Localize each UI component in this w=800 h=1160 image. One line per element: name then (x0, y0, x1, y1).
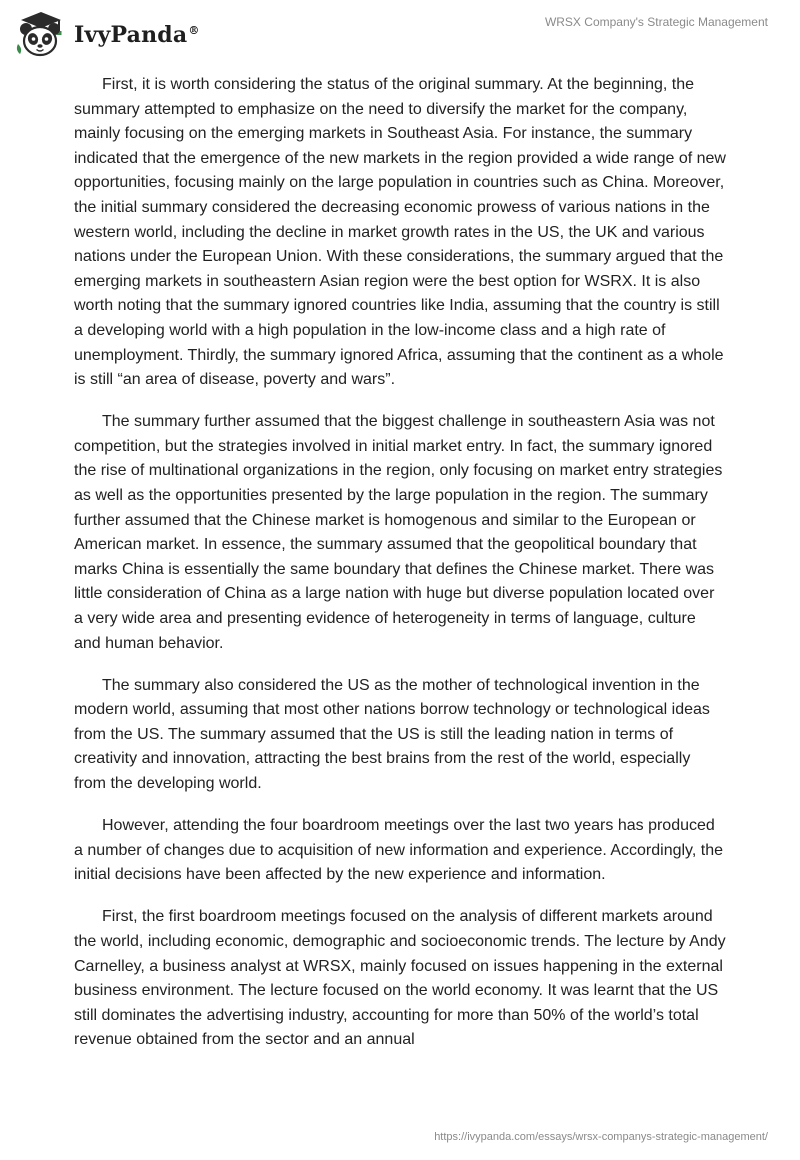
registered-mark: ® (188, 24, 200, 37)
paragraph-5: First, the first boardroom meetings focused on the analysis of different markets around the world, including economic, demographic and socioeconomic trends. The lecture by Andy Carnelley, a business analyst at WRSX, mainly focused on issues happening in the external business environment. The lecture focused on the world economy. It was learnt that the US still dominates the advertising industry, accounting for more than 50% of the world’s total revenue obtained from the sector and an annual (74, 908, 726, 1049)
document-title: WRSX Company's Strategic Management (544, 15, 768, 29)
paragraph-1: First, it is worth considering the status of the original summary. At the beginning, the summary attempted to emphasize on the need to diversify the market for the company, mainly focusing on the emerging markets in Southeast Asia. For instance, the summary indicated that the emergence of the new markets in the region provided a wide range of new opportunities, focusing mainly on the large population in countries such as China. Moreover, the initial summary considered the decreasing economic prowess of various nations in the western world, including the decline in market growth rates in the US, the UK and various nations under the European Union. With these considerations, the summary argued that the emerging markets in southeastern Asian region were the best option for WSRX. It is also worth noting that the summary ignored countries like India, assuming that the country is still a developing world with a high population in the low-income class and a high rate of unemployment. Thirdly, the summary ignored Africa, assuming that the continent as a whole is still “an area of disease, poverty and wars”. (74, 76, 726, 389)
paragraph-3: The summary also considered the US as the mother of technological invention in the modern world, assuming that most other nations borrow technology or technological ideas from the US. The summary assumed that the US is still the leading nation in terms of creativity and innovation, attracting the best brains from the rest of the world, especially from the developing world. (74, 676, 710, 793)
panda-logo-icon (14, 10, 68, 58)
paragraph-4: However, attending the four boardroom meetings over the last two years has produced a number of changes due to acquisition of new information and experience. Accordingly, the initial decisions have been affected by the new experience and information. (74, 817, 723, 884)
brand-logo[interactable] (14, 10, 200, 58)
page-header (0, 0, 800, 70)
paragraph-2: The summary further assumed that the biggest challenge in southeastern Asia was not competition, but the strategies involved in initial market entry. In fact, the summary ignored the rise of multinational organizations in the region, only focusing on market entry strategies as well as the opportunities presented by the large population in the region. The summary further assumed that the Chinese market is homogenous and similar to the European or American market. In essence, the summary assumed that the geopolitical boundary that marks China is essentially the same boundary that defines the Chinese market. There was little consideration of China as a large nation with huge but diverse population located over a very wide area and presenting evidence of heterogeneity in terms of language, culture and human behavior. (74, 413, 723, 652)
source-url-link[interactable]: https://ivypanda.com/essays/wrsx-companys-strategic-management/ (434, 1131, 768, 1143)
essay-body (74, 73, 726, 1070)
brand-name: IvyPanda® (74, 22, 200, 48)
